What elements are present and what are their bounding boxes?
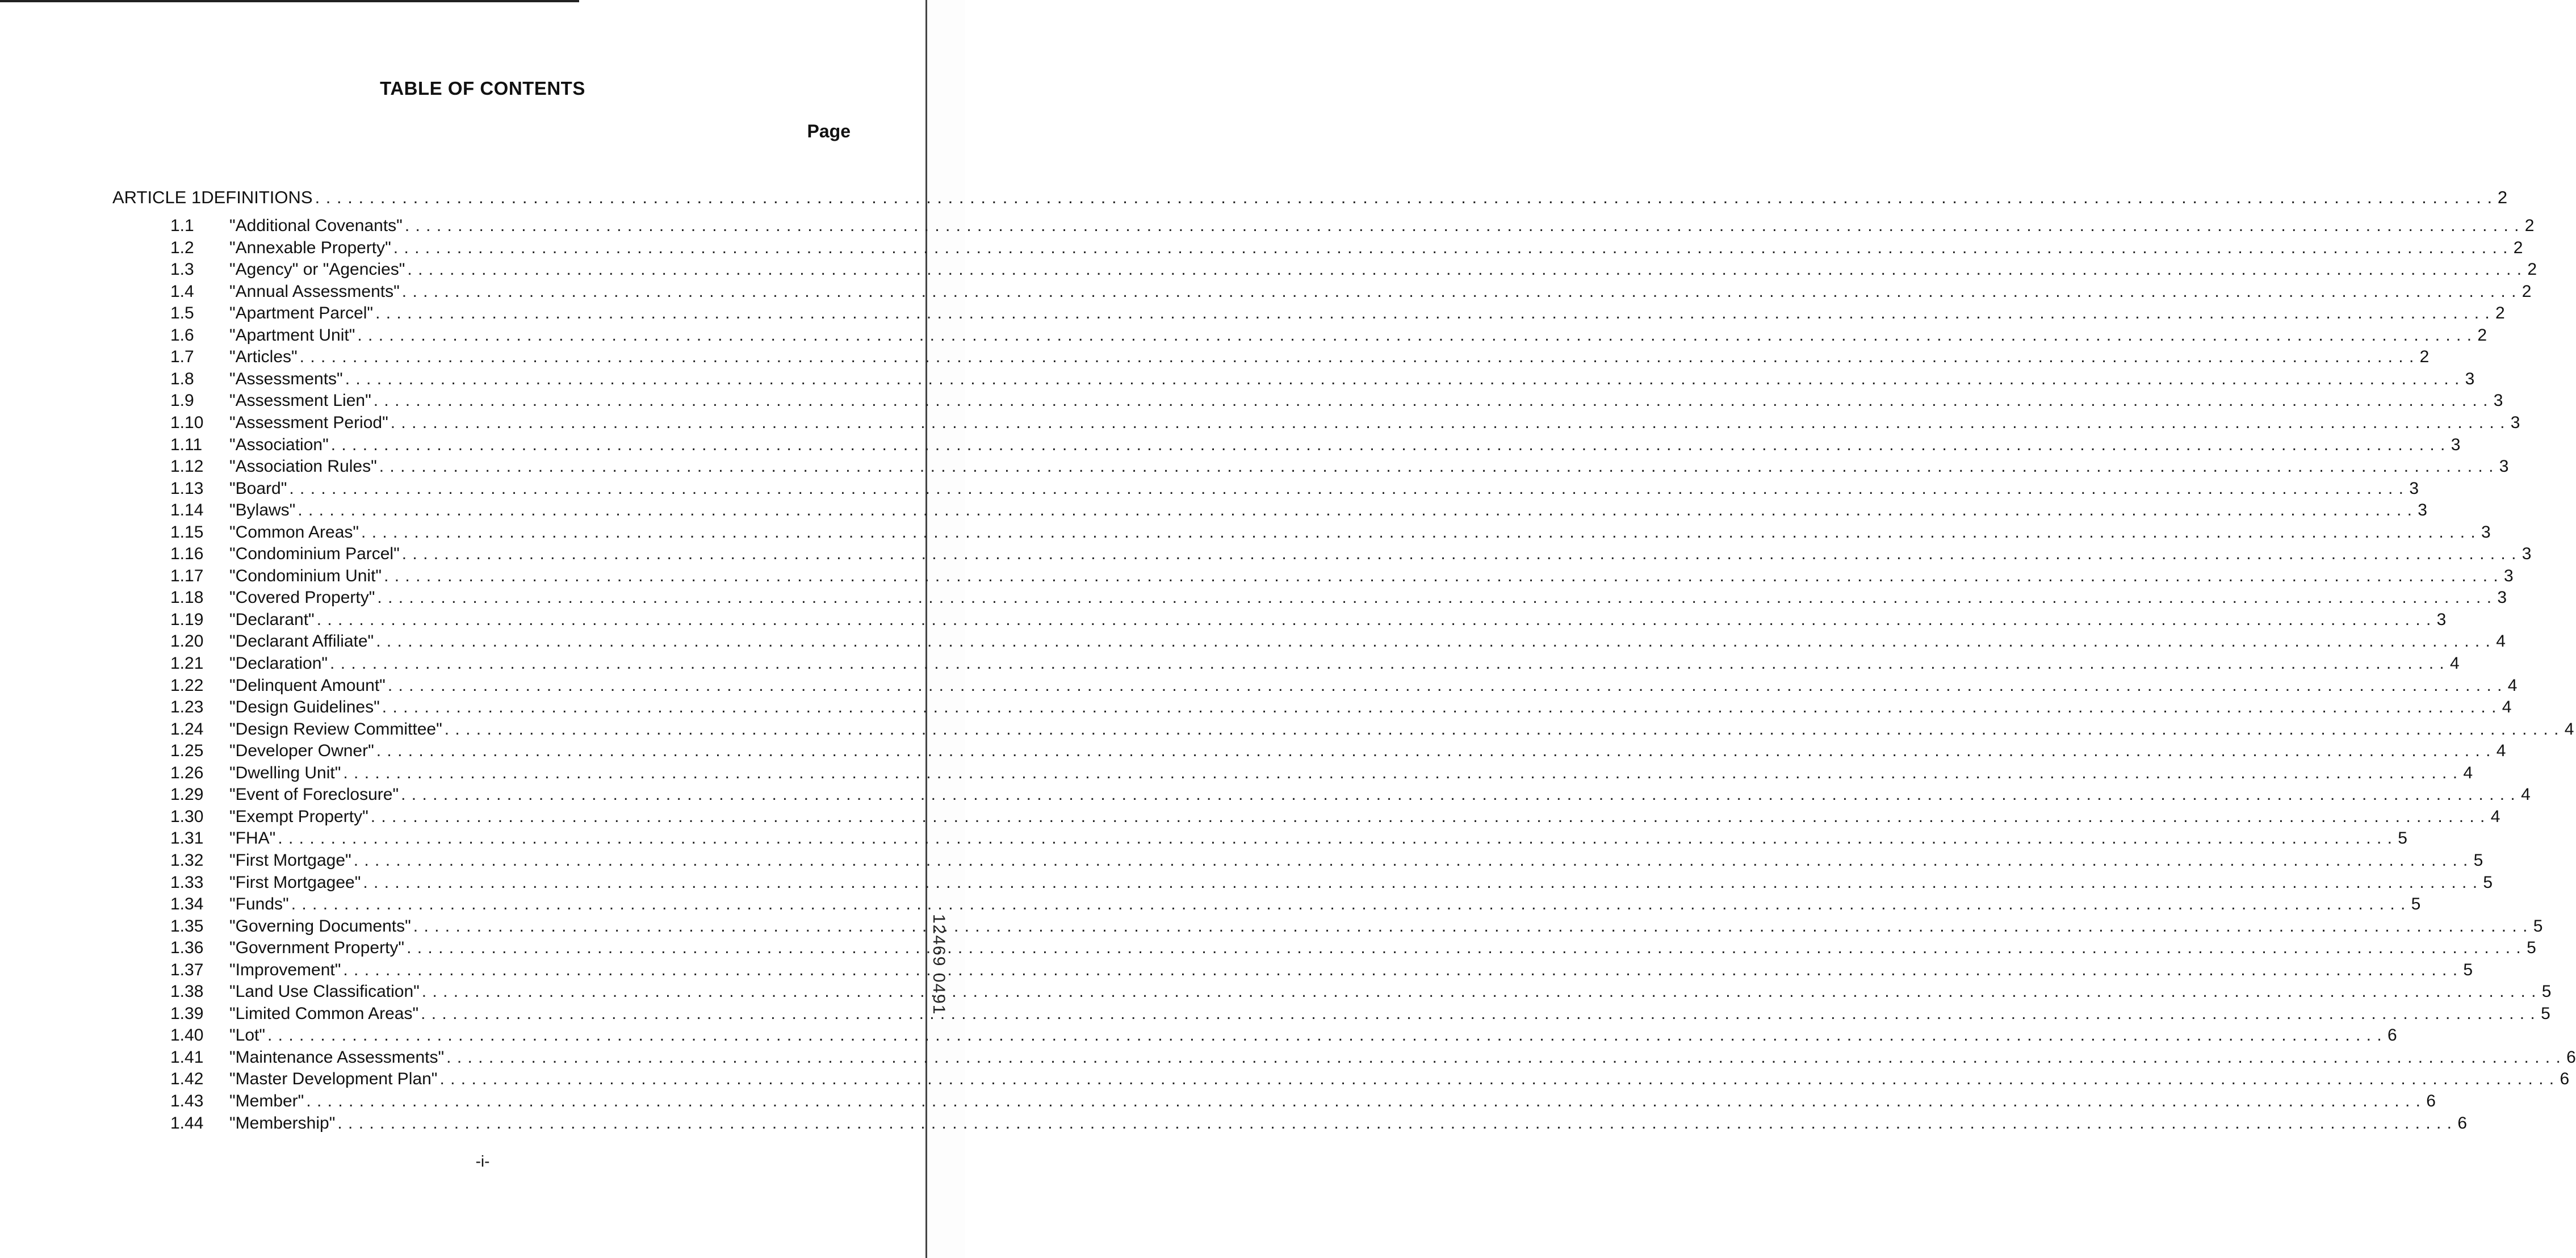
toc-entry [170, 214, 2535, 236]
toc-entry-number: 1.2 [170, 238, 194, 257]
toc-entry [170, 783, 2531, 804]
dot-leader: . . . . . . . . . . . . . . . . . . . . . . . . . . . . . . . . . . . . . . . . . . . . . . . . . . . . . . . . . . . . . . . . . . . . . . . . . . . . . . . . . . . . . . . . . . . . . . . . . . . . . . . . . . . . . . . . . . . . . . . . . . . . . . . . . . . . . . . . . . . . . . . . . . . . . . . . . . . . . . . . . . . . . . . . . . . . . . . . . . . . . . . . . . . . . . . . . . . . . . . . [357, 326, 2473, 345]
toc-entry-page: 2 [2521, 282, 2532, 301]
toc-entry-number: 1.7 [170, 347, 194, 366]
toc-entry-label: "Articles" [229, 347, 298, 366]
toc-entry [170, 236, 2523, 258]
toc-entry-number: 1.33 [170, 873, 204, 892]
toc-entry [170, 564, 2514, 586]
toc-entry-page: 4 [2496, 741, 2506, 760]
toc-entry-number: 1.20 [170, 632, 204, 651]
toc-entry-page: 5 [2527, 938, 2536, 957]
dot-leader: . . . . . . . . . . . . . . . . . . . . . . . . . . . . . . . . . . . . . . . . . . . . . . . . . . . . . . . . . . . . . . . . . . . . . . . . . . . . . . . . . . . . . . . . . . . . . . . . . . . . . . . . . . . . . . . . . . . . . . . . . . . . . . . . . . . . . . . . . . . . . . . . . . . . . . . . . . . . . . . . . . . . . . . . . . . . . . . . . . . . . . . . . . . . . . . . . . . . . . . . [291, 895, 2406, 913]
toc-entry-number: 1.24 [170, 720, 204, 739]
toc-entry-number: 1.4 [170, 282, 194, 301]
toc-entry-page: 6 [2560, 1070, 2570, 1088]
dot-leader: . . . . . . . . . . . . . . . . . . . . . . . . . . . . . . . . . . . . . . . . . . . . . . . . . . . . . . . . . . . . . . . . . . . . . . . . . . . . . . . . . . . . . . . . . . . . . . . . . . . . . . . . . . . . . . . . . . . . . . . . . . . . . . . . . . . . . . . . . . . . . . . . . . . . . . . . . . . . . . . . . . . . . . . . . . . . . . . . . . . . . . . . . . . . . . . . . . . . . . . . [379, 457, 2494, 476]
dot-leader: . . . . . . . . . . . . . . . . . . . . . . . . . . . . . . . . . . . . . . . . . . . . . . . . . . . . . . . . . . . . . . . . . . . . . . . . . . . . . . . . . . . . . . . . . . . . . . . . . . . . . . . . . . . . . . . . . . . . . . . . . . . . . . . . . . . . . . . . . . . . . . . . . . . . . . . . . . . . . . . . . . . . . . . . . . . . . . . . . . . . . . . . . . . . . . . . . . . . . . . . [439, 1070, 2555, 1088]
toc-entry-page: 2 [2527, 260, 2537, 279]
toc-entry [170, 433, 2461, 455]
toc-entry-number: 1.19 [170, 610, 204, 629]
dot-leader: . . . . . . . . . . . . . . . . . . . . . . . . . . . . . . . . . . . . . . . . . . . . . . . . . . . . . . . . . . . . . . . . . . . . . . . . . . . . . . . . . . . . . . . . . . . . . . . . . . . . . . . . . . . . . . . . . . . . . . . . . . . . . . . . . . . . . . . . . . . . . . . . . . . . . . . . . . . . . . . . . . . . . . . . . . . . . . . . . . . . . . . . . . . . . . . . . . . . . . . . [306, 1092, 2421, 1110]
toc-entry-number: 1.18 [170, 588, 204, 607]
toc-entry-label: "Membership" [229, 1114, 336, 1133]
toc-entry [170, 1089, 2436, 1111]
toc-entry-page: 3 [2409, 479, 2419, 498]
dot-leader: . . . . . . . . . . . . . . . . . . . . . . . . . . . . . . . . . . . . . . . . . . . . . . . . . . . . . . . . . . . . . . . . . . . . . . . . . . . . . . . . . . . . . . . . . . . . . . . . . . . . . . . . . . . . . . . . . . . . . . . . . . . . . . . . . . . . . . . . . . . . . . . . . . . . . . . . . . . . . . . . . . . . . . . . . . . . . . . . . . . . . . . . . . . . . . . . . . . . . . . . [267, 1026, 2382, 1045]
toc-entry-page: 5 [2483, 873, 2493, 892]
toc-entry-page: 6 [2457, 1114, 2468, 1133]
toc-entry-label: "Assessments" [229, 370, 343, 388]
toc-entry-label: "Member" [229, 1092, 304, 1110]
toc-entry-label: "Assessment Period" [229, 413, 388, 432]
toc-entry-label: "Declaration" [229, 654, 328, 673]
toc-entry-page: 2 [2495, 304, 2505, 322]
toc-entry-number: 1.40 [170, 1026, 204, 1045]
page-footer-number: -i- [475, 1152, 490, 1170]
toc-entry [170, 827, 2407, 848]
toc-entry [170, 389, 2503, 410]
toc-entry-number: 1.3 [170, 260, 194, 279]
toc-entry [170, 958, 2473, 980]
toc-entry-number: 1.5 [170, 304, 194, 322]
toc-entry-page: 3 [2521, 544, 2532, 563]
toc-entry-number: 1.10 [170, 413, 204, 432]
dot-leader: . . . . . . . . . . . . . . . . . . . . . . . . . . . . . . . . . . . . . . . . . . . . . . . . . . . . . . . . . . . . . . . . . . . . . . . . . . . . . . . . . . . . . . . . . . . . . . . . . . . . . . . . . . . . . . . . . . . . . . . . . . . . . . . . . . . . . . . . . . . . . . . . . . . . . . . . . . . . . . . . . . . . . . . . . . . . . . . . . . . . . . . . . . . . . . . . . . . . . . . . [361, 523, 2476, 542]
dot-leader: . . . . . . . . . . . . . . . . . . . . . . . . . . . . . . . . . . . . . . . . . . . . . . . . . . . . . . . . . . . . . . . . . . . . . . . . . . . . . . . . . . . . . . . . . . . . . . . . . . . . . . . . . . . . . . . . . . . . . . . . . . . . . . . . . . . . . . . . . . . . . . . . . . . . . . . . . . . . . . . . . . . . . . . . . . . . . . . . . . . . . . . . . . . . . . . . . . . . . . . . [401, 544, 2517, 563]
toc-entry [170, 1002, 2550, 1024]
recording-stamp: 12469 0491 [929, 914, 948, 1016]
toc-entry [170, 498, 2427, 520]
toc-entry-page: 4 [2463, 764, 2473, 782]
dot-leader: . . . . . . . . . . . . . . . . . . . . . . . . . . . . . . . . . . . . . . . . . . . . . . . . . . . . . . . . . . . . . . . . . . . . . . . . . . . . . . . . . . . . . . . . . . . . . . . . . . . . . . . . . . . . . . . . . . . . . . . . . . . . . . . . . . . . . . . . . . . . . . . . . . . . . . . . . . . . . . . . . . . . . . . . . . . . . . . . . . . . . . . . . . . . . . . . . . . . . . . . [343, 961, 2458, 979]
toc-entry [170, 586, 2507, 607]
toc-entry [170, 477, 2419, 498]
toc-entry-number: 1.9 [170, 391, 194, 410]
toc-entry-label: "Annual Assessments" [229, 282, 400, 301]
toc-entry-page: 5 [2398, 829, 2407, 848]
toc-entry-number: 1.44 [170, 1114, 204, 1133]
article-page: 2 [2497, 187, 2508, 207]
toc-entry-number: 1.31 [170, 829, 204, 848]
toc-entry-page: 4 [2507, 676, 2518, 695]
dot-leader: . . . . . . . . . . . . . . . . . . . . . . . . . . . . . . . . . . . . . . . . . . . . . . . . . . . . . . . . . . . . . . . . . . . . . . . . . . . . . . . . . . . . . . . . . . . . . . . . . . . . . . . . . . . . . . . . . . . . . . . . . . . . . . . . . . . . . . . . . . . . . . . . . . . . . . . . . . . . . . . . . . . . . . . . . . . . . . . . . . . . . . . . . . . . . . . . . . . . . . . . [376, 632, 2491, 651]
dot-leader: . . . . . . . . . . . . . . . . . . . . . . . . . . . . . . . . . . . . . . . . . . . . . . . . . . . . . . . . . . . . . . . . . . . . . . . . . . . . . . . . . . . . . . . . . . . . . . . . . . . . . . . . . . . . . . . . . . . . . . . . . . . . . . . . . . . . . . . . . . . . . . . . . . . . . . . . . . . . . . . . . . . . . . . . . . . . . . . . . . . . . . . . . . . . . . . . . . . . . . . . [330, 654, 2445, 673]
toc-entry-number: 1.22 [170, 676, 204, 695]
toc-entry [170, 521, 2491, 542]
toc-entry [170, 980, 2552, 1001]
toc-entry-label: "Government Property" [229, 938, 405, 957]
toc-entry-page: 2 [2524, 216, 2535, 235]
toc-entry [170, 695, 2512, 717]
toc-entry-label: "Dwelling Unit" [229, 764, 341, 782]
toc-entry-number: 1.12 [170, 457, 204, 476]
toc-entry-label: "Association" [229, 435, 329, 454]
toc-entry-page: 4 [2496, 632, 2506, 651]
toc-entry-number: 1.39 [170, 1004, 204, 1023]
toc-entry [170, 608, 2447, 630]
toc-entry-page: 3 [2499, 457, 2509, 476]
toc-entry-page: 3 [2436, 610, 2447, 629]
toc-entry-page: 5 [2473, 851, 2483, 870]
dot-leader: . . . . . . . . . . . . . . . . . . . . . . . . . . . . . . . . . . . . . . . . . . . . . . . . . . . . . . . . . . . . . . . . . . . . . . . . . . . . . . . . . . . . . . . . . . . . . . . . . . . . . . . . . . . . . . . . . . . . . . . . . . . . . . . . . . . . . . . . . . . . . . . . . . . . . . . . . . . . . . . . . . . . . . . . . . . . . . . . . . . . . . . . . . . . . . . . . . . . . . . . [377, 588, 2493, 607]
toc-entry-number: 1.17 [170, 567, 204, 585]
toc-entry-label: "Association Rules" [229, 457, 377, 476]
toc-entry-page: 2 [2477, 326, 2487, 345]
toc-entry-label: "Bylaws" [229, 501, 296, 519]
toc-entry-page: 5 [2463, 961, 2473, 979]
dot-leader: . . . . . . . . . . . . . . . . . . . . . . . . . . . . . . . . . . . . . . . . . . . . . . . . . . . . . . . . . . . . . . . . . . . . . . . . . . . . . . . . . . . . . . . . . . . . . . . . . . . . . . . . . . . . . . . . . . . . . . . . . . . . . . . . . . . . . . . . . . . . . . . . . . . . . . . . . . . . . . . . . . . . . . . . . . . . . . . . . . . . . . . . . . . . . . . . . . . . . . . . [444, 720, 2560, 739]
toc-entry-page: 3 [2418, 501, 2427, 519]
toc-entry [170, 805, 2500, 827]
toc-entry [170, 1067, 2570, 1089]
toc-entry-page: 3 [2493, 391, 2503, 410]
toc-entry [170, 674, 2518, 695]
dot-leader: . . . . . . . . . . . . . . . . . . . . . . . . . . . . . . . . . . . . . . . . . . . . . . . . . . . . . . . . . . . . . . . . . . . . . . . . . . . . . . . . . . . . . . . . . . . . . . . . . . . . . . . . . . . . . . . . . . . . . . . . . . . . . . . . . . . . . . . . . . . . . . . . . . . . . . . . . . . . . . . . . . . . . . . . . . . . . . . . . . . . . . . . . . . . . . . . . . . . . . . . [421, 1004, 2536, 1023]
dot-leader: . . . . . . . . . . . . . . . . . . . . . . . . . . . . . . . . . . . . . . . . . . . . . . . . . . . . . . . . . . . . . . . . . . . . . . . . . . . . . . . . . . . . . . . . . . . . . . . . . . . . . . . . . . . . . . . . . . . . . . . . . . . . . . . . . . . . . . . . . . . . . . . . . . . . . . . . . . . . . . . . . . . . . . . . . . . . . . . . . . . . . . . . . . . . . . . . . . . . . . . . [407, 938, 2521, 957]
toc-entry [170, 652, 2460, 673]
dot-leader: . . . . . . . . . . . . . . . . . . . . . . . . . . . . . . . . . . . . . . . . . . . . . . . . . . . . . . . . . . . . . . . . . . . . . . . . . . . . . . . . . . . . . . . . . . . . . . . . . . . . . . . . . . . . . . . . . . . . . . . . . . . . . . . . . . . . . . . . . . . . . . . . . . . . . . . . . . . . . . . . . . . . . . . . . . . . . . . . . . . . . . . . . . . . . . . . . . . . . . . . [376, 741, 2491, 760]
toc-entry-number: 1.37 [170, 961, 204, 979]
toc-entry [170, 936, 2536, 958]
toc-entry-label: "Governing Documents" [229, 917, 411, 936]
toc-entry-number: 1.14 [170, 501, 204, 519]
toc-entry-number: 1.23 [170, 698, 204, 716]
toc-entry-label: "Annexable Property" [229, 238, 391, 257]
dot-leader: . . . . . . . . . . . . . . . . . . . . . . . . . . . . . . . . . . . . . . . . . . . . . . . . . . . . . . . . . . . . . . . . . . . . . . . . . . . . . . . . . . . . . . . . . . . . . . . . . . . . . . . . . . . . . . . . . . . . . . . . . . . . . . . . . . . . . . . . . . . . . . . . . . . . . . . . . . . . . . . . . . . . . . . . . . . . . . . . . . . . . . . . . . . . . . . . . . . . . . . . [353, 851, 2469, 870]
toc-entry-label: "Event of Foreclosure" [229, 785, 399, 804]
toc-entry-page: 6 [2426, 1092, 2436, 1110]
toc-entry [170, 739, 2506, 761]
toc-entry-number: 1.21 [170, 654, 204, 673]
toc-entry-page: 4 [2521, 785, 2531, 804]
toc-entry-number: 1.6 [170, 326, 194, 345]
toc-entry [170, 455, 2509, 476]
toc-entry-page: 2 [2419, 347, 2430, 366]
dot-leader: . . . . . . . . . . . . . . . . . . . . . . . . . . . . . . . . . . . . . . . . . . . . . . . . . . . . . . . . . . . . . . . . . . . . . . . . . . . . . . . . . . . . . . . . . . . . . . . . . . . . . . . . . . . . . . . . . . . . . . . . . . . . . . . . . . . . . . . . . . . . . . . . . . . . . . . . . . . . . . . . . . . . . . . . . . . . . . . . . . . . . . . . . . . . . . . . . . . . . . . . [315, 187, 2493, 207]
toc-entry [170, 849, 2483, 870]
toc-entry [170, 1024, 2397, 1045]
toc-entry-label: "Common Areas" [229, 523, 359, 542]
dot-leader: . . . . . . . . . . . . . . . . . . . . . . . . . . . . . . . . . . . . . . . . . . . . . . . . . . . . . . . . . . . . . . . . . . . . . . . . . . . . . . . . . . . . . . . . . . . . . . . . . . . . . . . . . . . . . . . . . . . . . . . . . . . . . . . . . . . . . . . . . . . . . . . . . . . . . . . . . . . . . . . . . . . . . . . . . . . . . . . . . . . . . . . . . . . . . . . . . . . . . . . . [401, 282, 2517, 301]
toc-entry-number: 1.42 [170, 1070, 204, 1088]
toc-entry [170, 761, 2473, 783]
toc-entry-page: 5 [2533, 917, 2543, 936]
dot-leader: . . . . . . . . . . . . . . . . . . . . . . . . . . . . . . . . . . . . . . . . . . . . . . . . . . . . . . . . . . . . . . . . . . . . . . . . . . . . . . . . . . . . . . . . . . . . . . . . . . . . . . . . . . . . . . . . . . . . . . . . . . . . . . . . . . . . . . . . . . . . . . . . . . . . . . . . . . . . . . . . . . . . . . . . . . . . . . . . . . . . . . . . . . . . . . . . . . . . . . . . [299, 347, 2415, 366]
toc-entry-page: 5 [2541, 982, 2552, 1001]
toc-entry-number: 1.16 [170, 544, 204, 563]
dot-leader: . . . . . . . . . . . . . . . . . . . . . . . . . . . . . . . . . . . . . . . . . . . . . . . . . . . . . . . . . . . . . . . . . . . . . . . . . . . . . . . . . . . . . . . . . . . . . . . . . . . . . . . . . . . . . . . . . . . . . . . . . . . . . . . . . . . . . . . . . . . . . . . . . . . . . . . . . . . . . . . . . . . . . . . . . . . . . . . . . . . . . . . . . . . . . . . . . . . . . . . . [404, 216, 2520, 235]
toc-entry-label: "Developer Owner" [229, 741, 374, 760]
toc-entry-label: "Apartment Unit" [229, 326, 355, 345]
toc-entry-number: 1.30 [170, 807, 204, 826]
toc-entry [170, 258, 2537, 279]
toc-entry [170, 871, 2493, 892]
toc-entry-number: 1.8 [170, 370, 194, 388]
toc-entry-page: 4 [2502, 698, 2512, 716]
toc-entry-page: 2 [2513, 238, 2523, 257]
toc-entry-label: "Board" [229, 479, 287, 498]
dot-leader: . . . . . . . . . . . . . . . . . . . . . . . . . . . . . . . . . . . . . . . . . . . . . . . . . . . . . . . . . . . . . . . . . . . . . . . . . . . . . . . . . . . . . . . . . . . . . . . . . . . . . . . . . . . . . . . . . . . . . . . . . . . . . . . . . . . . . . . . . . . . . . . . . . . . . . . . . . . . . . . . . . . . . . . . . . . . . . . . . . . . . . . . . . . . . . . . . . . . . . . . [446, 1048, 2561, 1067]
toc-entry [170, 915, 2543, 936]
toc-entry [170, 1046, 2576, 1067]
toc-entry-page: 3 [2481, 523, 2491, 542]
toc-entry-page: 5 [2541, 1004, 2550, 1023]
toc-entry-number: 1.15 [170, 523, 204, 542]
toc-entry-label: "Land Use Classification" [229, 982, 420, 1001]
dot-leader: . . . . . . . . . . . . . . . . . . . . . . . . . . . . . . . . . . . . . . . . . . . . . . . . . . . . . . . . . . . . . . . . . . . . . . . . . . . . . . . . . . . . . . . . . . . . . . . . . . . . . . . . . . . . . . . . . . . . . . . . . . . . . . . . . . . . . . . . . . . . . . . . . . . . . . . . . . . . . . . . . . . . . . . . . . . . . . . . . . . . . . . . . . . . . . . . . . . . . . . . [343, 764, 2458, 782]
toc-entry-label: "Additional Covenants" [229, 216, 403, 235]
toc-entry-label: "First Mortgagee" [229, 873, 361, 892]
toc-entry-label: "Assessment Lien" [229, 391, 371, 410]
toc-entry-number: 1.35 [170, 917, 204, 936]
dot-leader: . . . . . . . . . . . . . . . . . . . . . . . . . . . . . . . . . . . . . . . . . . . . . . . . . . . . . . . . . . . . . . . . . . . . . . . . . . . . . . . . . . . . . . . . . . . . . . . . . . . . . . . . . . . . . . . . . . . . . . . . . . . . . . . . . . . . . . . . . . . . . . . . . . . . . . . . . . . . . . . . . . . . . . . . . . . . . . . . . . . . . . . . . . . . . . . . . . . . . . . . [363, 873, 2478, 892]
toc-entry-page: 3 [2465, 370, 2475, 388]
toc-entry [170, 630, 2506, 651]
toc-entry-label: "Maintenance Assessments" [229, 1048, 445, 1067]
dot-leader: . . . . . . . . . . . . . . . . . . . . . . . . . . . . . . . . . . . . . . . . . . . . . . . . . . . . . . . . . . . . . . . . . . . . . . . . . . . . . . . . . . . . . . . . . . . . . . . . . . . . . . . . . . . . . . . . . . . . . . . . . . . . . . . . . . . . . . . . . . . . . . . . . . . . . . . . . . . . . . . . . . . . . . . . . . . . . . . . . . . . . . . . . . . . . . . . . . . . . . . . [289, 479, 2405, 498]
article-number: ARTICLE 1 [112, 187, 202, 207]
toc-entry-number: 1.13 [170, 479, 204, 498]
toc-entry-page: 4 [2450, 654, 2460, 673]
dot-leader: . . . . . . . . . . . . . . . . . . . . . . . . . . . . . . . . . . . . . . . . . . . . . . . . . . . . . . . . . . . . . . . . . . . . . . . . . . . . . . . . . . . . . . . . . . . . . . . . . . . . . . . . . . . . . . . . . . . . . . . . . . . . . . . . . . . . . . . . . . . . . . . . . . . . . . . . . . . . . . . . . . . . . . . . . . . . . . . . . . . . . . . . . . . . . . . . . . . . . . . . [407, 260, 2523, 279]
toc-entry-label: "Exempt Property" [229, 807, 368, 826]
toc-entry [170, 718, 2574, 739]
toc-entry-label: "Design Guidelines" [229, 698, 380, 716]
toc-entry [170, 345, 2430, 367]
toc-entry-page: 3 [2497, 588, 2507, 607]
toc-entry-number: 1.1 [170, 216, 194, 235]
toc-entry-label: "Condominium Parcel" [229, 544, 400, 563]
dot-leader: . . . . . . . . . . . . . . . . . . . . . . . . . . . . . . . . . . . . . . . . . . . . . . . . . . . . . . . . . . . . . . . . . . . . . . . . . . . . . . . . . . . . . . . . . . . . . . . . . . . . . . . . . . . . . . . . . . . . . . . . . . . . . . . . . . . . . . . . . . . . . . . . . . . . . . . . . . . . . . . . . . . . . . . . . . . . . . . . . . . . . . . . . . . . . . . . . . . . . . . . [298, 501, 2412, 519]
toc-entry-number: 1.34 [170, 895, 204, 913]
toc-entry-label: "First Mortgage" [229, 851, 351, 870]
toc-entry-number: 1.26 [170, 764, 204, 782]
document-title: TABLE OF CONTENTS [380, 78, 585, 99]
dot-leader: . . . . . . . . . . . . . . . . . . . . . . . . . . . . . . . . . . . . . . . . . . . . . . . . . . . . . . . . . . . . . . . . . . . . . . . . . . . . . . . . . . . . . . . . . . . . . . . . . . . . . . . . . . . . . . . . . . . . . . . . . . . . . . . . . . . . . . . . . . . . . . . . . . . . . . . . . . . . . . . . . . . . . . . . . . . . . . . . . . . . . . . . . . . . . . . . . . . . . . . . [393, 238, 2508, 257]
toc-entry-page: 3 [2451, 435, 2461, 454]
article-title: DEFINITIONS [201, 187, 313, 207]
toc-entry-label: "Design Review Committee" [229, 720, 442, 739]
toc-entry-number: 1.11 [170, 435, 203, 454]
dot-leader: . . . . . . . . . . . . . . . . . . . . . . . . . . . . . . . . . . . . . . . . . . . . . . . . . . . . . . . . . . . . . . . . . . . . . . . . . . . . . . . . . . . . . . . . . . . . . . . . . . . . . . . . . . . . . . . . . . . . . . . . . . . . . . . . . . . . . . . . . . . . . . . . . . . . . . . . . . . . . . . . . . . . . . . . . . . . . . . . . . . . . . . . . . . . . . . . . . . . . . . . [375, 304, 2490, 322]
dot-leader: . . . . . . . . . . . . . . . . . . . . . . . . . . . . . . . . . . . . . . . . . . . . . . . . . . . . . . . . . . . . . . . . . . . . . . . . . . . . . . . . . . . . . . . . . . . . . . . . . . . . . . . . . . . . . . . . . . . . . . . . . . . . . . . . . . . . . . . . . . . . . . . . . . . . . . . . . . . . . . . . . . . . . . . . . . . . . . . . . . . . . . . . . . . . . . . . . . . . . . . . [278, 829, 2393, 848]
toc-entry-label: "Covered Property" [229, 588, 375, 607]
toc-entry-label: "Declarant" [229, 610, 315, 629]
toc-entry-label: "Limited Common Areas" [229, 1004, 419, 1023]
dot-leader: . . . . . . . . . . . . . . . . . . . . . . . . . . . . . . . . . . . . . . . . . . . . . . . . . . . . . . . . . . . . . . . . . . . . . . . . . . . . . . . . . . . . . . . . . . . . . . . . . . . . . . . . . . . . . . . . . . . . . . . . . . . . . . . . . . . . . . . . . . . . . . . . . . . . . . . . . . . . . . . . . . . . . . . . . . . . . . . . . . . . . . . . . . . . . . . . . . . . . . . . [384, 567, 2499, 585]
dot-leader: . . . . . . . . . . . . . . . . . . . . . . . . . . . . . . . . . . . . . . . . . . . . . . . . . . . . . . . . . . . . . . . . . . . . . . . . . . . . . . . . . . . . . . . . . . . . . . . . . . . . . . . . . . . . . . . . . . . . . . . . . . . . . . . . . . . . . . . . . . . . . . . . . . . . . . . . . . . . . . . . . . . . . . . . . . . . . . . . . . . . . . . . . . . . . . . . . . . . . . . . [345, 370, 2460, 388]
toc-entry-label: "Delinquent Amount" [229, 676, 386, 695]
dot-leader: . . . . . . . . . . . . . . . . . . . . . . . . . . . . . . . . . . . . . . . . . . . . . . . . . . . . . . . . . . . . . . . . . . . . . . . . . . . . . . . . . . . . . . . . . . . . . . . . . . . . . . . . . . . . . . . . . . . . . . . . . . . . . . . . . . . . . . . . . . . . . . . . . . . . . . . . . . . . . . . . . . . . . . . . . . . . . . . . . . . . . . . . . . . . . . . . . . . . . . . . [330, 435, 2446, 454]
toc-entry-page: 6 [2566, 1048, 2576, 1067]
article-heading [112, 183, 2508, 208]
scan-top-edge [0, 0, 579, 2]
toc-entry-number: 1.25 [170, 741, 204, 760]
dot-leader: . . . . . . . . . . . . . . . . . . . . . . . . . . . . . . . . . . . . . . . . . . . . . . . . . . . . . . . . . . . . . . . . . . . . . . . . . . . . . . . . . . . . . . . . . . . . . . . . . . . . . . . . . . . . . . . . . . . . . . . . . . . . . . . . . . . . . . . . . . . . . . . . . . . . . . . . . . . . . . . . . . . . . . . . . . . . . . . . . . . . . . . . . . . . . . . . . . . . . . . . [337, 1114, 2453, 1133]
toc-entry-number: 1.29 [170, 785, 204, 804]
toc-entry-page: 4 [2490, 807, 2500, 826]
page-column-heading: Page [807, 121, 851, 141]
toc-entry-label: "Funds" [229, 895, 289, 913]
dot-leader: . . . . . . . . . . . . . . . . . . . . . . . . . . . . . . . . . . . . . . . . . . . . . . . . . . . . . . . . . . . . . . . . . . . . . . . . . . . . . . . . . . . . . . . . . . . . . . . . . . . . . . . . . . . . . . . . . . . . . . . . . . . . . . . . . . . . . . . . . . . . . . . . . . . . . . . . . . . . . . . . . . . . . . . . . . . . . . . . . . . . . . . . . . . . . . . . . . . . . . . . [382, 698, 2497, 716]
dot-leader: . . . . . . . . . . . . . . . . . . . . . . . . . . . . . . . . . . . . . . . . . . . . . . . . . . . . . . . . . . . . . . . . . . . . . . . . . . . . . . . . . . . . . . . . . . . . . . . . . . . . . . . . . . . . . . . . . . . . . . . . . . . . . . . . . . . . . . . . . . . . . . . . . . . . . . . . . . . . . . . . . . . . . . . . . . . . . . . . . . . . . . . . . . . . . . . . . . . . . . . . [421, 982, 2537, 1001]
toc-entry-page: 4 [2564, 720, 2574, 739]
dot-leader: . . . . . . . . . . . . . . . . . . . . . . . . . . . . . . . . . . . . . . . . . . . . . . . . . . . . . . . . . . . . . . . . . . . . . . . . . . . . . . . . . . . . . . . . . . . . . . . . . . . . . . . . . . . . . . . . . . . . . . . . . . . . . . . . . . . . . . . . . . . . . . . . . . . . . . . . . . . . . . . . . . . . . . . . . . . . . . . . . . . . . . . . . . . . . . . . . . . . . . . . [373, 391, 2489, 410]
toc-entry-page: 6 [2387, 1026, 2397, 1045]
toc-entry-number: 1.38 [170, 982, 204, 1001]
toc-entry-number: 1.41 [170, 1048, 204, 1067]
toc-entry [170, 892, 2421, 914]
toc-entry-label: "FHA" [229, 829, 276, 848]
toc-entry [170, 324, 2487, 345]
toc-entry-label: "Improvement" [229, 961, 341, 979]
toc-entry [170, 411, 2520, 433]
toc-entry [170, 542, 2532, 564]
toc-entry-page: 3 [2510, 413, 2520, 432]
dot-leader: . . . . . . . . . . . . . . . . . . . . . . . . . . . . . . . . . . . . . . . . . . . . . . . . . . . . . . . . . . . . . . . . . . . . . . . . . . . . . . . . . . . . . . . . . . . . . . . . . . . . . . . . . . . . . . . . . . . . . . . . . . . . . . . . . . . . . . . . . . . . . . . . . . . . . . . . . . . . . . . . . . . . . . . . . . . . . . . . . . . . . . . . . . . . . . . . . . . . . . . . [390, 413, 2506, 432]
toc-entry [170, 280, 2532, 301]
toc-entry-label: "Lot" [229, 1026, 266, 1045]
toc-entry-label: "Master Development Plan" [229, 1070, 438, 1088]
toc-entry-number: 1.36 [170, 938, 204, 957]
toc-entry-number: 1.32 [170, 851, 204, 870]
toc-entry-number: 1.43 [170, 1092, 204, 1110]
dot-leader: . . . . . . . . . . . . . . . . . . . . . . . . . . . . . . . . . . . . . . . . . . . . . . . . . . . . . . . . . . . . . . . . . . . . . . . . . . . . . . . . . . . . . . . . . . . . . . . . . . . . . . . . . . . . . . . . . . . . . . . . . . . . . . . . . . . . . . . . . . . . . . . . . . . . . . . . . . . . . . . . . . . . . . . . . . . . . . . . . . . . . . . . . . . . . . . . . . . . . . . . [316, 610, 2432, 629]
dot-leader: . . . . . . . . . . . . . . . . . . . . . . . . . . . . . . . . . . . . . . . . . . . . . . . . . . . . . . . . . . . . . . . . . . . . . . . . . . . . . . . . . . . . . . . . . . . . . . . . . . . . . . . . . . . . . . . . . . . . . . . . . . . . . . . . . . . . . . . . . . . . . . . . . . . . . . . . . . . . . . . . . . . . . . . . . . . . . . . . . . . . . . . . . . . . . . . . . . . . . . . . [370, 807, 2486, 826]
toc-entry-page: 3 [2504, 567, 2514, 585]
dot-leader: . . . . . . . . . . . . . . . . . . . . . . . . . . . . . . . . . . . . . . . . . . . . . . . . . . . . . . . . . . . . . . . . . . . . . . . . . . . . . . . . . . . . . . . . . . . . . . . . . . . . . . . . . . . . . . . . . . . . . . . . . . . . . . . . . . . . . . . . . . . . . . . . . . . . . . . . . . . . . . . . . . . . . . . . . . . . . . . . . . . . . . . . . . . . . . . . . . . . . . . . [401, 785, 2516, 804]
toc-entry-label: "Declarant Affiliate" [229, 632, 374, 651]
toc-entry [170, 301, 2505, 323]
toc-entry [170, 367, 2475, 389]
toc-entry-label: "Apartment Parcel" [229, 304, 374, 322]
dot-leader: . . . . . . . . . . . . . . . . . . . . . . . . . . . . . . . . . . . . . . . . . . . . . . . . . . . . . . . . . . . . . . . . . . . . . . . . . . . . . . . . . . . . . . . . . . . . . . . . . . . . . . . . . . . . . . . . . . . . . . . . . . . . . . . . . . . . . . . . . . . . . . . . . . . . . . . . . . . . . . . . . . . . . . . . . . . . . . . . . . . . . . . . . . . . . . . . . . . . . . . . [413, 917, 2528, 936]
toc-entry-label: "Agency" or "Agencies" [229, 260, 405, 279]
toc-entry-label: "Condominium Unit" [229, 567, 382, 585]
toc-entry [170, 1112, 2468, 1133]
toc-entry-page: 5 [2411, 895, 2421, 913]
dot-leader: . . . . . . . . . . . . . . . . . . . . . . . . . . . . . . . . . . . . . . . . . . . . . . . . . . . . . . . . . . . . . . . . . . . . . . . . . . . . . . . . . . . . . . . . . . . . . . . . . . . . . . . . . . . . . . . . . . . . . . . . . . . . . . . . . . . . . . . . . . . . . . . . . . . . . . . . . . . . . . . . . . . . . . . . . . . . . . . . . . . . . . . . . . . . . . . . . . . . . . . . [387, 676, 2503, 695]
